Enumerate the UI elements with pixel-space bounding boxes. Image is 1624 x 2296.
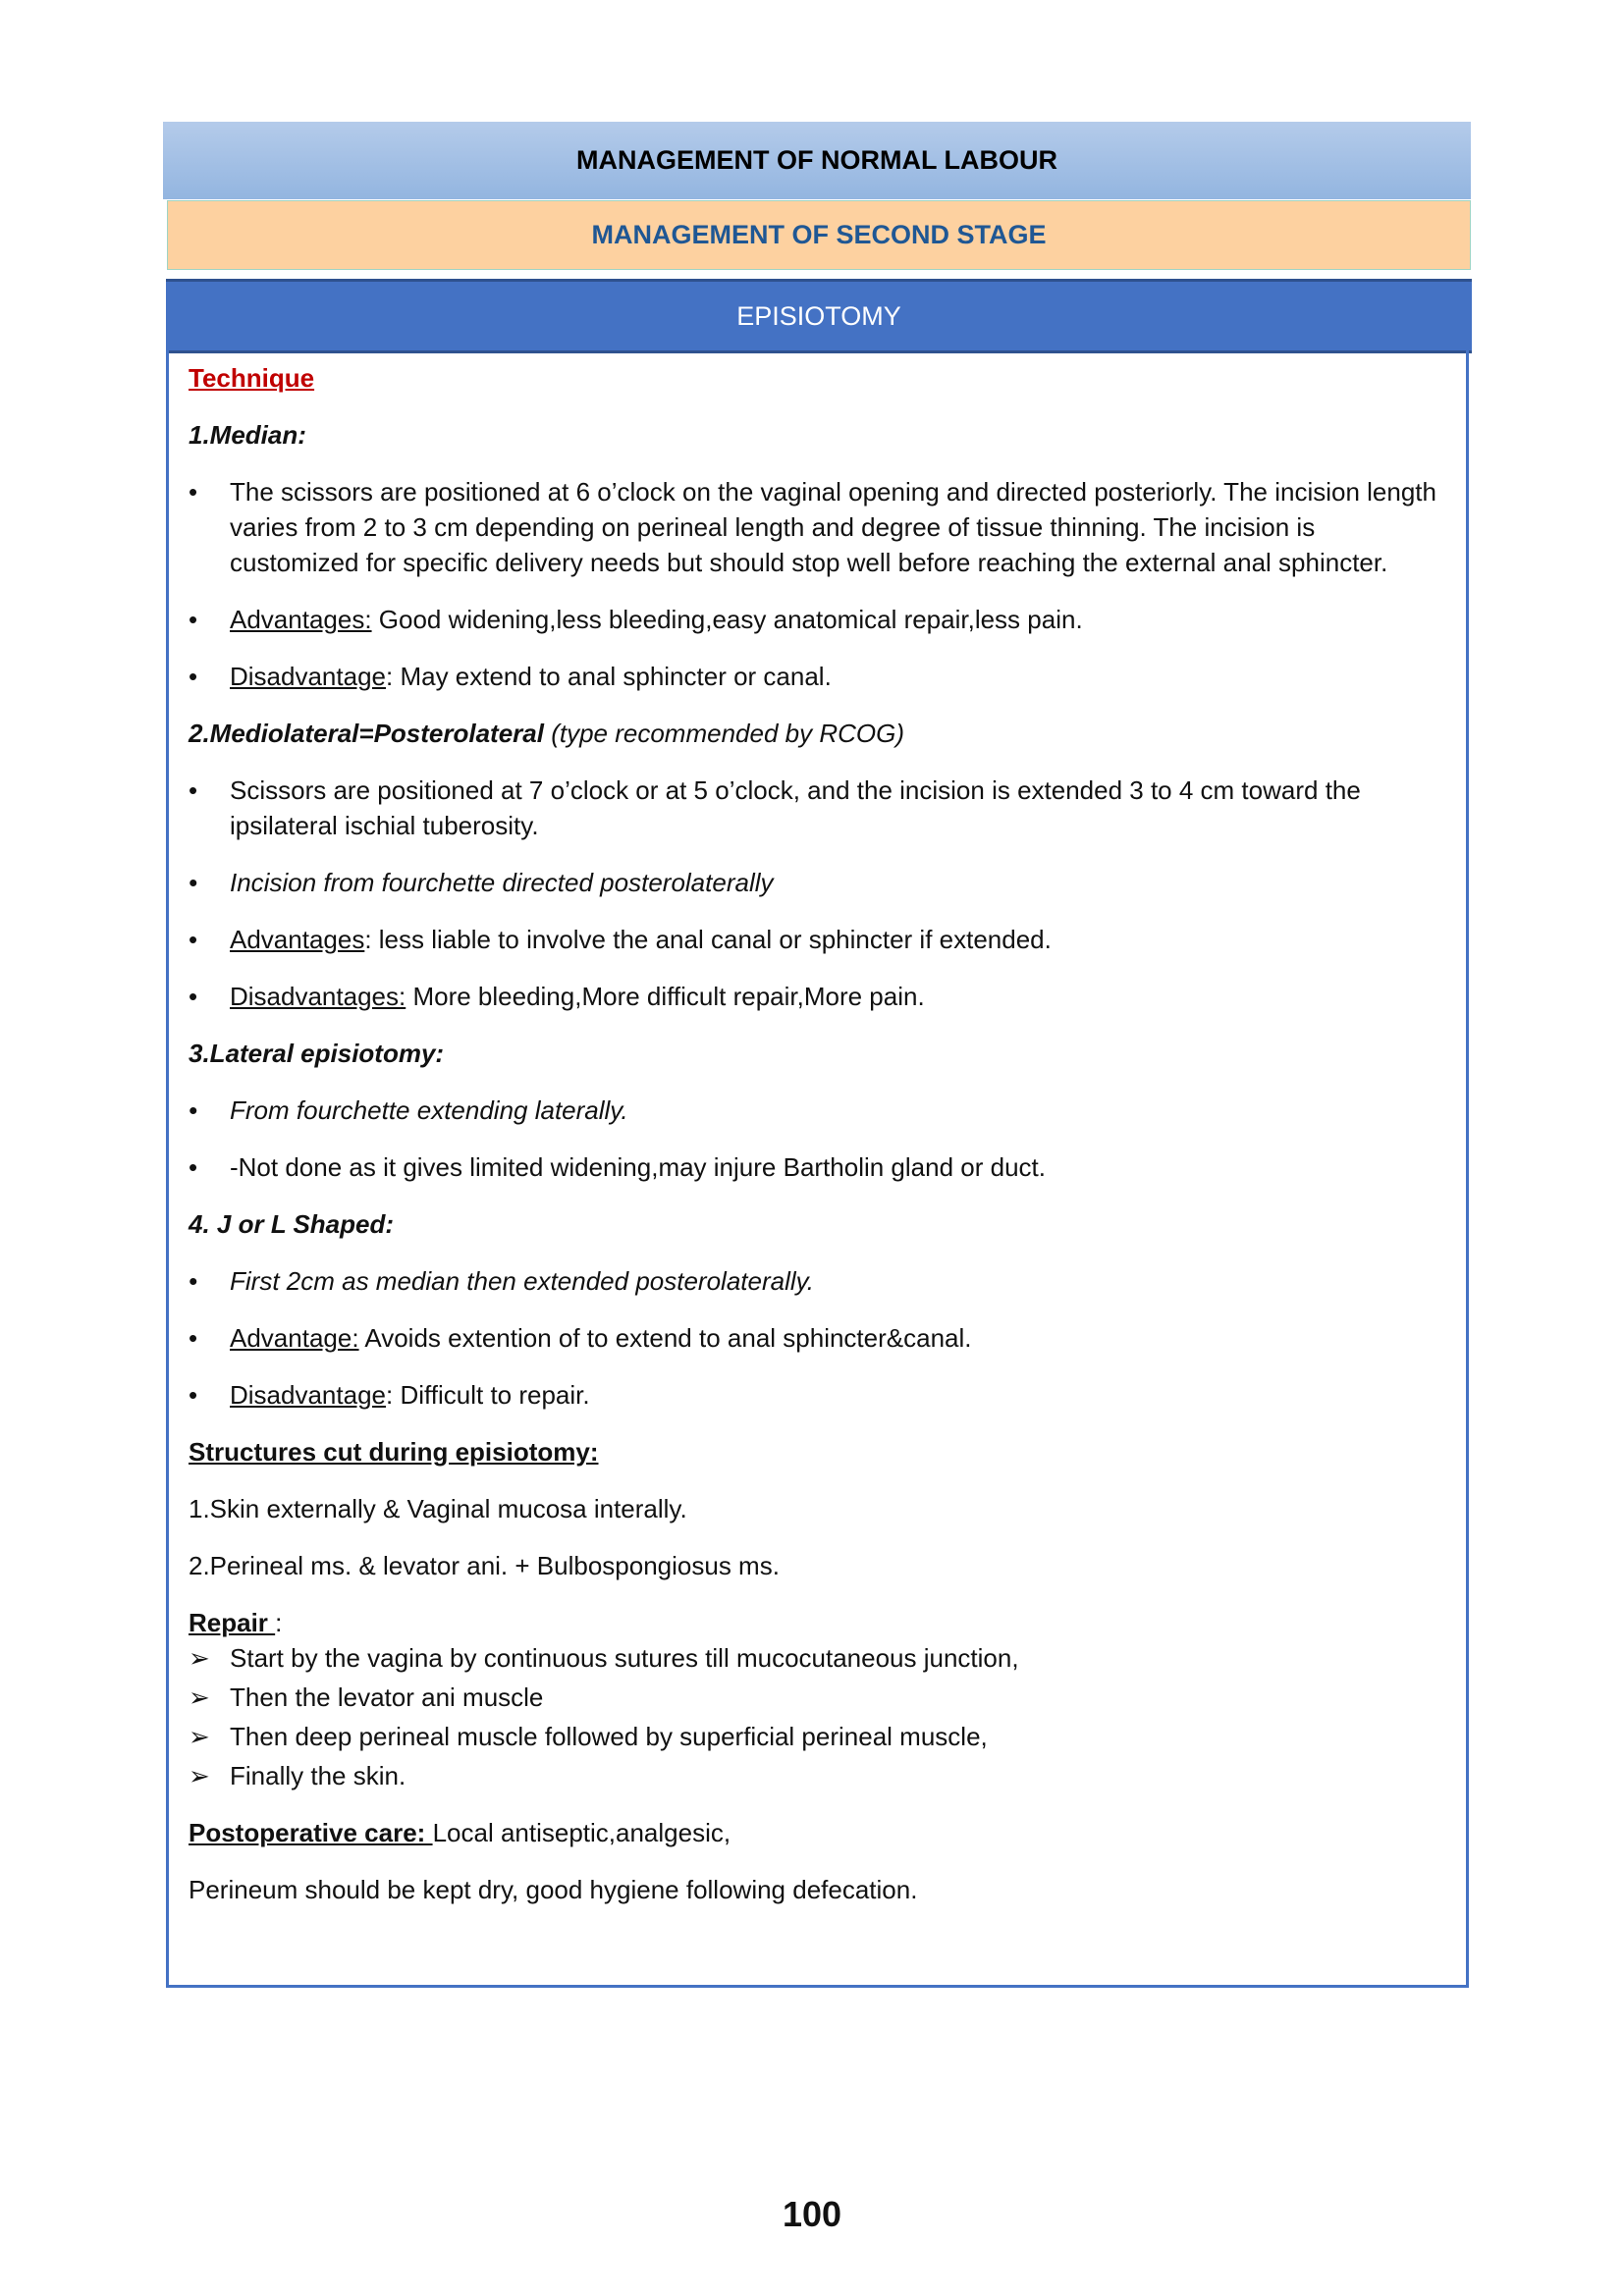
disadvantages-text: More bleeding,More difficult repair,More pain. [406,982,925,1011]
advantage-text: Avoids extention of to extend to anal sphincter&canal. [358,1323,972,1353]
repair-heading [189,1605,1446,1640]
disadvantage-label: Disadvantage [230,1380,386,1410]
subchapter-title: MANAGEMENT OF SECOND STAGE [591,220,1047,249]
postop-label: Postoperative care: [189,1818,433,1847]
technique-heading: Technique [189,363,315,393]
advantages-label: Advantages [230,925,365,954]
mediolateral-list [189,773,1446,1014]
lateral-heading: 3.Lateral episiotomy: [189,1039,445,1068]
mediolateral-title: 2.Mediolateral=Posterolateral [189,719,544,748]
lateral-list [189,1093,1446,1185]
disadvantages-label: Disadvantages: [230,982,406,1011]
jshaped-list [189,1263,1446,1413]
list-item [189,659,1446,694]
list-item: • First 2cm as median then extended posterolaterally. [189,1263,1446,1299]
median-heading: 1.Median: [189,420,306,450]
postop-line-2: Perineum should be kept dry, good hygiene following defecation. [189,1875,918,1904]
list-item: ➢ Then the levator ani muscle [189,1680,1446,1715]
repair-list [189,1640,1446,1793]
structures-heading: Structures cut during episiotomy: [189,1437,599,1467]
mediolateral-note: (type recommended by RCOG) [543,719,904,748]
postop-line [189,1815,1446,1850]
repair-title: Repair [189,1608,276,1637]
list-item: • -Not done as it gives limited widening,may injure Bartholin gland or duct. [189,1149,1446,1185]
list-item: ➢ Then deep perineal muscle followed by superficial perineal muscle, [189,1719,1446,1754]
list-item: • From fourchette extending laterally. [189,1093,1446,1128]
jshaped-heading: 4. J or L Shaped: [189,1209,395,1239]
advantages-label: Advantages: [230,605,372,634]
disadvantage-text: : May extend to anal sphincter or canal. [386,662,832,691]
disadvantage-label: Disadvantage [230,662,386,691]
advantage-label: Advantage: [230,1323,359,1353]
subchapter-header [167,200,1471,270]
list-item [189,979,1446,1014]
chapter-header [163,122,1471,199]
advantages-text: Good widening,less bleeding,easy anatomical repair,less pain. [371,605,1083,634]
list-item [189,922,1446,957]
advantages-text: : less liable to involve the anal canal or sphincter if extended. [364,925,1052,954]
list-item: • Scissors are positioned at 7 o’clock or at 5 o’clock, and the incision is extended 3 to 4 cm toward the ipsilateral ischial tuberosity. [189,773,1446,843]
list-item: • The scissors are positioned at 6 o’clock on the vaginal opening and directed posteriorly. The incision length varies from 2 to 3 cm depending on perineal length and degree of tissue thinning. The incision is customized for specific delivery needs but should stop well before reaching the external anal sphincter. [189,474,1446,580]
mediolateral-heading [189,716,1446,751]
list-item: ➢ Finally the skin. [189,1758,1446,1793]
structure-item: 1.Skin externally & Vaginal mucosa interally. [189,1494,687,1523]
list-item: ➢ Start by the vagina by continuous sutures till mucocutaneous junction, [189,1640,1446,1676]
list-item [189,1320,1446,1356]
structure-item: 2.Perineal ms. & levator ani. + Bulbospongiosus ms. [189,1551,780,1580]
section-header [166,279,1472,353]
repair-colon: : [275,1608,283,1637]
median-list [189,474,1446,694]
list-item [189,1377,1446,1413]
list-item [189,602,1446,637]
chapter-title: MANAGEMENT OF NORMAL LABOUR [576,145,1057,175]
disadvantage-text: : Difficult to repair. [386,1380,590,1410]
section-title: EPISIOTOMY [736,300,901,331]
postop-text: Local antiseptic,analgesic, [432,1818,731,1847]
page-number: 100 [782,2194,842,2234]
list-item: • Incision from fourchette directed posterolaterally [189,865,1446,900]
content-box [166,350,1469,1988]
